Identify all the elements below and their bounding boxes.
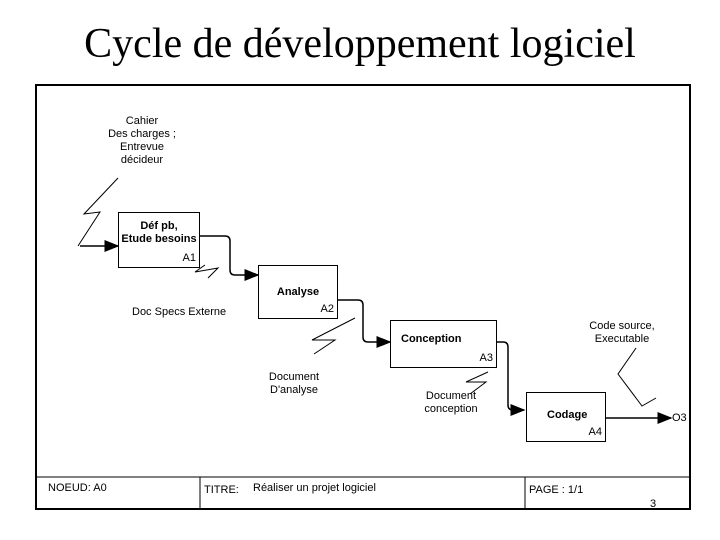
input-note-line-4: décideur: [120, 154, 164, 166]
a3-label: Conception: [401, 333, 462, 345]
input-note-line-3: Entrevue: [119, 141, 165, 153]
a1-label: [119, 220, 199, 246]
a3-id: A3: [479, 352, 493, 364]
a2-id: A2: [320, 303, 334, 315]
footer-node: NOEUD: A0: [48, 482, 107, 494]
arrow-a3-a4: [497, 342, 524, 410]
doc-conception-label: [418, 390, 484, 416]
code-source-line-1: Code source,: [589, 320, 655, 332]
process-box-a1: [118, 212, 200, 268]
footer-titre-label: TITRE:: [204, 484, 239, 496]
arrow-a2-a3: [338, 300, 390, 342]
input-note-line-1: Cahier: [125, 115, 159, 127]
a1-label-line-1: Déf pb,: [140, 220, 178, 232]
process-box-a4: [526, 392, 606, 442]
zigzag-a4: [618, 348, 656, 406]
doc-conception-line-2: conception: [424, 403, 478, 415]
process-box-a3: [390, 320, 497, 368]
input-note-line-2: Des charges ;: [108, 128, 176, 140]
a4-label: Codage: [547, 409, 588, 421]
doc-conception-line-1: Document: [425, 390, 477, 402]
a2-label: Analyse: [276, 286, 320, 298]
code-source-label: [584, 320, 660, 346]
output-id: O3: [672, 412, 687, 424]
process-box-a2: [258, 265, 338, 319]
code-source-line-2: Executable: [594, 333, 650, 345]
a1-label-line-2: Etude besoins: [121, 233, 197, 245]
input-zigzag: [78, 178, 118, 246]
doc-analyse-label: [262, 371, 326, 397]
a1-id: A1: [182, 252, 196, 264]
a4-id: A4: [588, 426, 602, 438]
input-note: [100, 115, 184, 167]
doc-specs-label: Doc Specs Externe: [132, 306, 227, 318]
footer-page: PAGE : 1/1: [529, 484, 584, 496]
zigzag-a2: [312, 318, 355, 354]
doc-analyse-line-2: D'analyse: [270, 384, 318, 396]
page-title: Cycle de développement logiciel: [84, 21, 636, 67]
footer-titre-value: Réaliser un projet logiciel: [253, 482, 376, 494]
doc-analyse-line-1: Document: [268, 371, 320, 383]
page-number: 3: [650, 498, 657, 510]
